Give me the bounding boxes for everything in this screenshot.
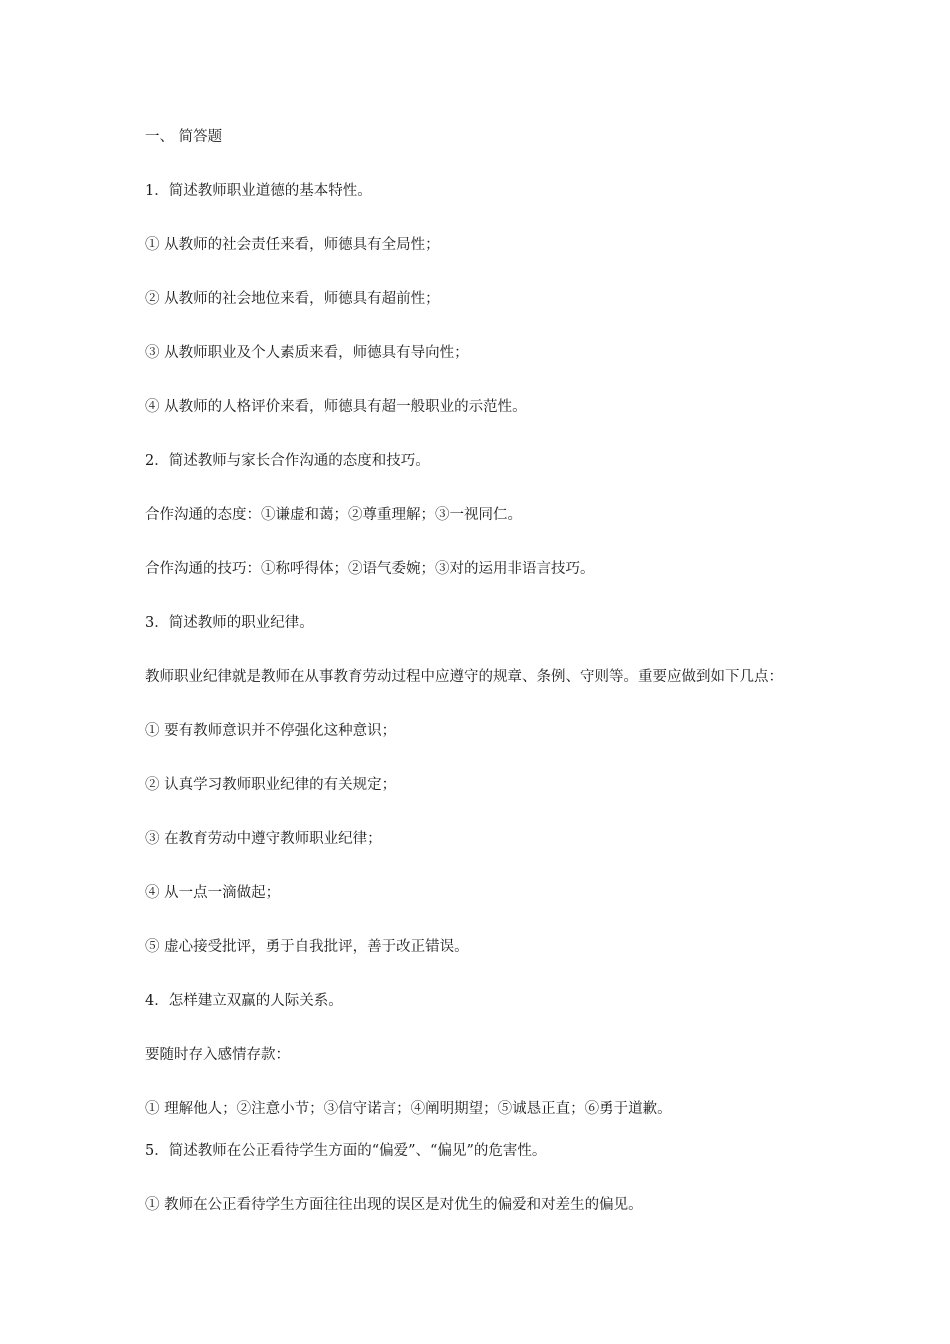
section-heading: 一、 简答题 [145, 129, 223, 145]
answer-3-intro: 教师职业纪律就是教师在从事教育劳动过程中应遵守的规章、条例、守则等。重要应做到如下几点： [145, 669, 783, 685]
answer-1-item-3: ③ 从教师职业及个人素质来看，师德具有导向性； [145, 345, 469, 361]
answer-1-item-4: ④ 从教师的人格评价来看，师德具有超一般职业的示范性。 [145, 399, 527, 415]
answer-3-item-1: ① 要有教师意识并不停强化这种意识； [145, 723, 397, 739]
answer-4-items: ① 理解他人；②注意小节；③信守诺言；④阐明期望；⑤诚恳正直；⑥勇于道歉。 [145, 1101, 672, 1117]
question-5: 5．简述教师在公正看待学生方面的“偏爱”、“偏见”的危害性。 [145, 1143, 547, 1159]
answer-3-item-4: ④ 从一点一滴做起； [145, 885, 281, 901]
question-2: 2．简述教师与家长合作沟通的态度和技巧。 [145, 453, 430, 469]
question-1: 1．简述教师职业道德的基本特性。 [145, 183, 372, 199]
question-3: 3．简述教师的职业纪律。 [145, 615, 314, 631]
answer-2-skills: 合作沟通的技巧：①称呼得体；②语气委婉；③对的运用非语言技巧。 [145, 561, 595, 577]
answer-5-item-1: ① 教师在公正看待学生方面往往出现的误区是对优生的偏爱和对差生的偏见。 [145, 1197, 643, 1213]
answer-1-item-2: ② 从教师的社会地位来看，师德具有超前性； [145, 291, 440, 307]
question-4: 4．怎样建立双赢的人际关系。 [145, 993, 343, 1009]
answer-3-item-2: ② 认真学习教师职业纪律的有关规定； [145, 777, 397, 793]
answer-3-item-3: ③ 在教育劳动中遵守教师职业纪律； [145, 831, 382, 847]
answer-1-item-1: ① 从教师的社会责任来看，师德具有全局性； [145, 237, 440, 253]
answer-4-intro: 要随时存入感情存款： [145, 1047, 290, 1063]
answer-3-item-5: ⑤ 虚心接受批评，勇于自我批评，善于改正错误。 [145, 939, 469, 955]
answer-2-attitude: 合作沟通的态度：①谦虚和蔼；②尊重理解；③一视同仁。 [145, 507, 522, 523]
